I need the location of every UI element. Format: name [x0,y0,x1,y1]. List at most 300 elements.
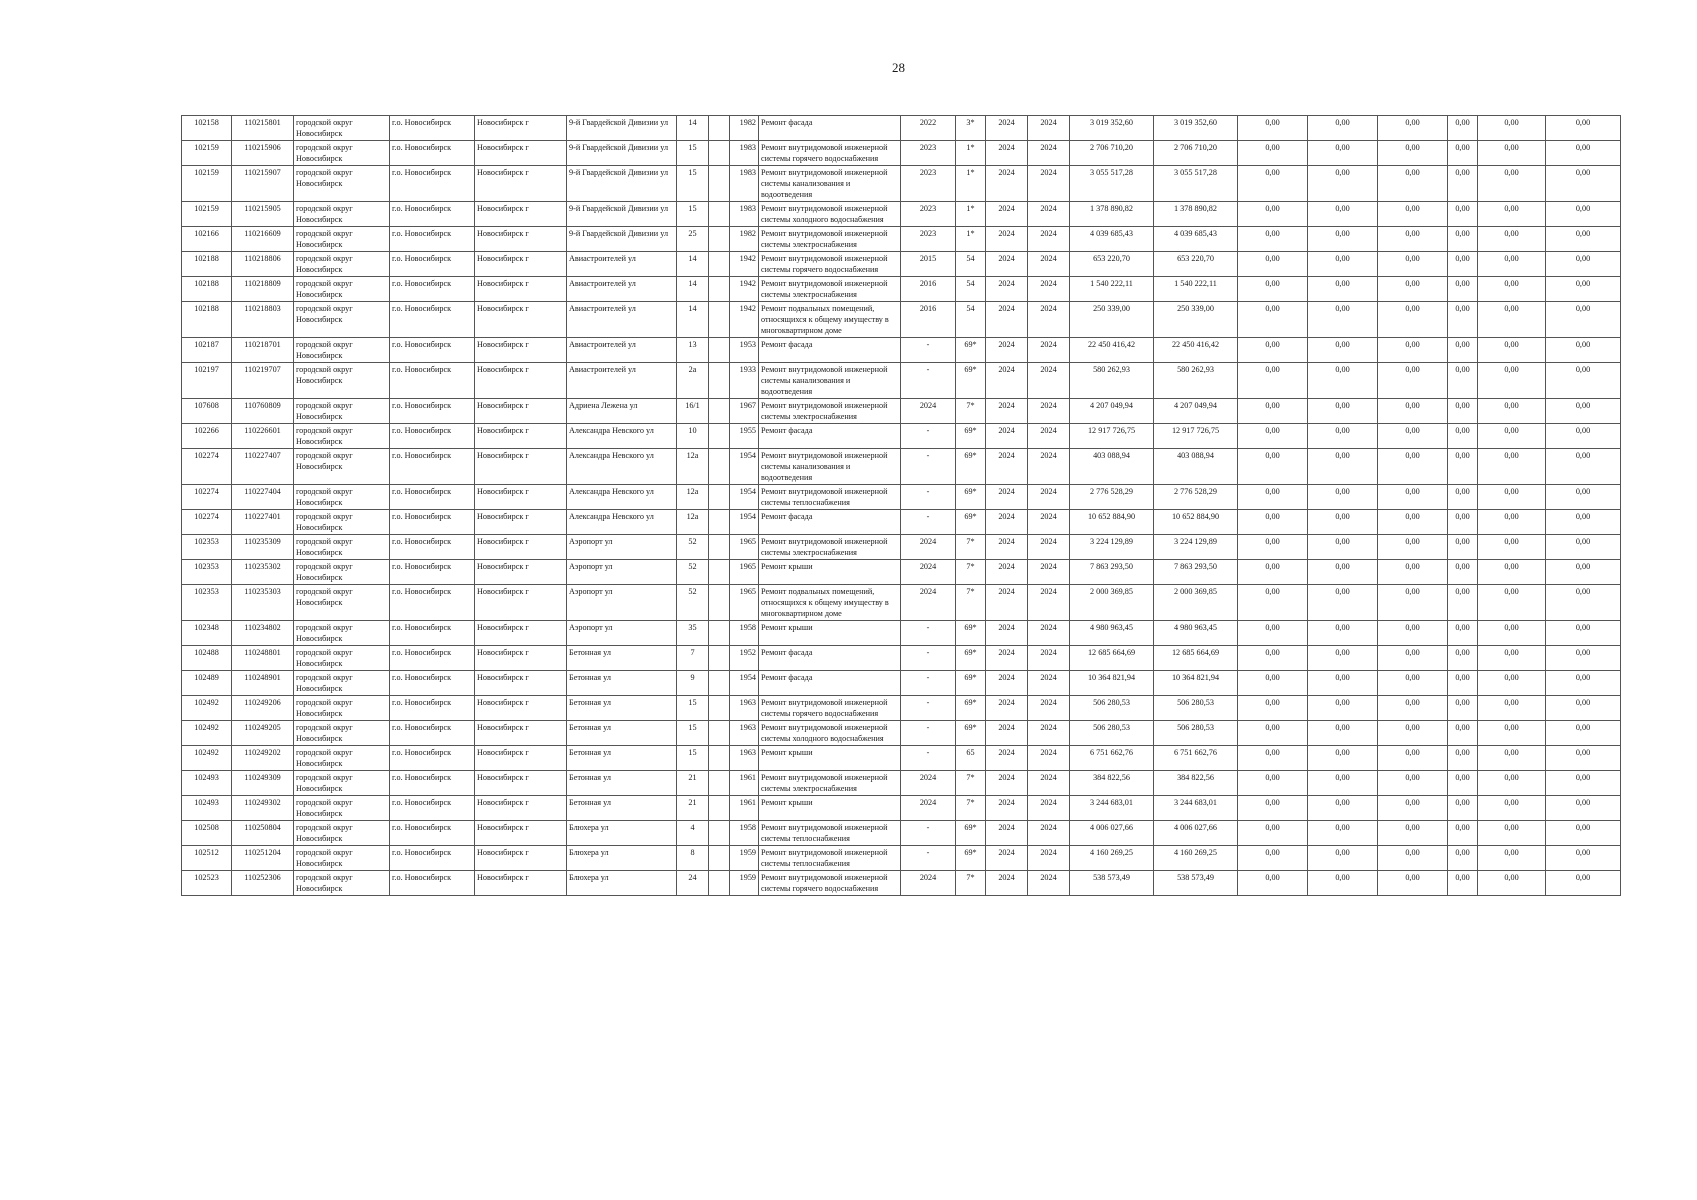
cell-object-id: 102266 [182,424,232,449]
cell-year-end: 2024 [1028,363,1070,399]
cell-work-type: Ремонт фасада [759,671,901,696]
cell-cost-2: 0,00 [1308,277,1378,302]
cell-cost-4: 0,00 [1448,821,1478,846]
cell-work-type: Ремонт фасада [759,338,901,363]
table-row [182,646,1621,671]
cell-cost-6: 0,00 [1546,621,1621,646]
cell-year-start: 2024 [986,696,1028,721]
cell-building [709,424,730,449]
cell-cost-6: 0,00 [1546,202,1621,227]
cell-year-previous: 2022 [901,116,956,141]
cell-locality: Новосибирск г [475,721,567,746]
cell-cost-1: 0,00 [1238,721,1308,746]
cell-criterion: 69* [956,821,986,846]
cell-cost-regional: 2 776 528,29 [1154,485,1238,510]
cell-year-start: 2024 [986,646,1028,671]
cell-work-type: Ремонт внутридомовой инженерной системы электроснабжения [759,535,901,560]
cell-work-type: Ремонт фасада [759,116,901,141]
cell-year-previous: - [901,510,956,535]
cell-year-end: 2024 [1028,796,1070,821]
cell-year-start: 2024 [986,363,1028,399]
cell-total-cost: 7 863 293,50 [1070,560,1154,585]
table-row [182,116,1621,141]
cell-cost-5: 0,00 [1478,721,1546,746]
cell-year-built: 1961 [730,796,759,821]
cell-cost-4: 0,00 [1448,202,1478,227]
table-row [182,399,1621,424]
cell-street: 9-й Гвардейской Дивизии ул [567,141,677,166]
cell-street: Блюхера ул [567,821,677,846]
cell-year-start: 2024 [986,116,1028,141]
cell-year-previous: 2024 [901,585,956,621]
table-row [182,227,1621,252]
cell-municipal-district: городской округ Новосибирск [294,166,390,202]
cell-year-end: 2024 [1028,535,1070,560]
cell-settlement: г.о. Новосибирск [390,302,475,338]
cell-settlement: г.о. Новосибирск [390,771,475,796]
cell-total-cost: 384 822,56 [1070,771,1154,796]
cell-year-built: 1983 [730,141,759,166]
cell-building [709,363,730,399]
cell-cost-3: 0,00 [1378,338,1448,363]
cell-criterion: 69* [956,485,986,510]
cell-cost-regional: 4 160 269,25 [1154,846,1238,871]
cell-municipal-district: городской округ Новосибирск [294,560,390,585]
cell-total-cost: 3 019 352,60 [1070,116,1154,141]
cell-street: Александра Невского ул [567,449,677,485]
cell-locality: Новосибирск г [475,646,567,671]
table-row [182,363,1621,399]
cell-settlement: г.о. Новосибирск [390,166,475,202]
cell-total-cost: 4 980 963,45 [1070,621,1154,646]
cell-work-id: 110215801 [232,116,294,141]
cell-cost-1: 0,00 [1238,252,1308,277]
cell-year-built: 1942 [730,302,759,338]
cell-year-end: 2024 [1028,846,1070,871]
cell-building [709,646,730,671]
cell-year-start: 2024 [986,560,1028,585]
cell-cost-4: 0,00 [1448,796,1478,821]
cell-year-previous: 2016 [901,302,956,338]
cell-year-end: 2024 [1028,399,1070,424]
cell-year-start: 2024 [986,252,1028,277]
table-row [182,560,1621,585]
cell-cost-4: 0,00 [1448,771,1478,796]
cell-year-built: 1963 [730,721,759,746]
cell-cost-4: 0,00 [1448,746,1478,771]
cell-cost-6: 0,00 [1546,535,1621,560]
cell-object-id: 102493 [182,771,232,796]
cell-settlement: г.о. Новосибирск [390,846,475,871]
cell-locality: Новосибирск г [475,424,567,449]
cell-work-type: Ремонт фасада [759,646,901,671]
cell-street: Бетонная ул [567,746,677,771]
cell-locality: Новосибирск г [475,771,567,796]
cell-cost-2: 0,00 [1308,771,1378,796]
cell-municipal-district: городской округ Новосибирск [294,202,390,227]
cell-cost-4: 0,00 [1448,721,1478,746]
cell-object-id: 102353 [182,535,232,560]
cell-building [709,141,730,166]
cell-work-type: Ремонт внутридомовой инженерной системы горячего водоснабжения [759,696,901,721]
cell-municipal-district: городской округ Новосибирск [294,846,390,871]
cell-criterion: 69* [956,646,986,671]
cell-street: Бетонная ул [567,796,677,821]
cell-work-type: Ремонт внутридомовой инженерной системы канализования и водоотведения [759,363,901,399]
cell-cost-4: 0,00 [1448,424,1478,449]
cell-cost-5: 0,00 [1478,871,1546,896]
cell-year-built: 1961 [730,771,759,796]
cell-year-start: 2024 [986,846,1028,871]
cell-total-cost: 2 706 710,20 [1070,141,1154,166]
cell-cost-5: 0,00 [1478,116,1546,141]
cell-cost-3: 0,00 [1378,116,1448,141]
cell-building [709,227,730,252]
cell-building [709,202,730,227]
cell-total-cost: 3 244 683,01 [1070,796,1154,821]
cell-cost-3: 0,00 [1378,141,1448,166]
cell-cost-1: 0,00 [1238,796,1308,821]
cell-cost-2: 0,00 [1308,116,1378,141]
cell-year-previous: - [901,846,956,871]
cell-cost-3: 0,00 [1378,646,1448,671]
cell-cost-4: 0,00 [1448,621,1478,646]
cell-total-cost: 506 280,53 [1070,721,1154,746]
cell-cost-5: 0,00 [1478,202,1546,227]
cell-object-id: 102489 [182,671,232,696]
cell-municipal-district: городской округ Новосибирск [294,646,390,671]
cell-cost-3: 0,00 [1378,399,1448,424]
cell-settlement: г.о. Новосибирск [390,252,475,277]
cell-cost-3: 0,00 [1378,821,1448,846]
table-row [182,338,1621,363]
cell-cost-6: 0,00 [1546,399,1621,424]
cell-year-built: 1959 [730,846,759,871]
cell-object-id: 102492 [182,721,232,746]
cell-year-start: 2024 [986,302,1028,338]
cell-house-number: 14 [677,277,709,302]
cell-work-id: 110216609 [232,227,294,252]
cell-object-id: 102353 [182,585,232,621]
cell-house-number: 10 [677,424,709,449]
cell-cost-5: 0,00 [1478,302,1546,338]
cell-cost-3: 0,00 [1378,721,1448,746]
cell-cost-4: 0,00 [1448,141,1478,166]
cell-total-cost: 250 339,00 [1070,302,1154,338]
cell-work-id: 110249202 [232,746,294,771]
cell-year-end: 2024 [1028,560,1070,585]
page-number: 28 [892,60,905,75]
cell-cost-1: 0,00 [1238,116,1308,141]
cell-municipal-district: городской округ Новосибирск [294,277,390,302]
cell-locality: Новосибирск г [475,621,567,646]
cell-cost-3: 0,00 [1378,671,1448,696]
cell-cost-1: 0,00 [1238,485,1308,510]
cell-cost-3: 0,00 [1378,363,1448,399]
cell-cost-1: 0,00 [1238,399,1308,424]
cell-cost-4: 0,00 [1448,116,1478,141]
cell-locality: Новосибирск г [475,535,567,560]
cell-object-id: 102159 [182,166,232,202]
cell-cost-1: 0,00 [1238,585,1308,621]
cell-year-built: 1965 [730,560,759,585]
cell-cost-4: 0,00 [1448,449,1478,485]
cell-year-end: 2024 [1028,646,1070,671]
cell-building [709,510,730,535]
cell-locality: Новосибирск г [475,141,567,166]
table-row [182,424,1621,449]
cell-year-start: 2024 [986,202,1028,227]
cell-house-number: 16/1 [677,399,709,424]
cell-cost-5: 0,00 [1478,771,1546,796]
cell-cost-5: 0,00 [1478,585,1546,621]
cell-cost-3: 0,00 [1378,277,1448,302]
cell-street: Аэропорт ул [567,585,677,621]
cell-street: 9-й Гвардейской Дивизии ул [567,227,677,252]
cell-cost-3: 0,00 [1378,796,1448,821]
cell-cost-1: 0,00 [1238,621,1308,646]
cell-cost-6: 0,00 [1546,871,1621,896]
table-row [182,821,1621,846]
cell-building [709,399,730,424]
cell-street: Авиастроителей ул [567,363,677,399]
cell-criterion: 1* [956,202,986,227]
cell-settlement: г.о. Новосибирск [390,399,475,424]
cell-year-built: 1954 [730,510,759,535]
cell-criterion: 69* [956,338,986,363]
cell-locality: Новосибирск г [475,671,567,696]
cell-cost-2: 0,00 [1308,535,1378,560]
cell-year-built: 1954 [730,671,759,696]
cell-cost-4: 0,00 [1448,671,1478,696]
cell-cost-5: 0,00 [1478,166,1546,202]
cell-year-previous: - [901,338,956,363]
cell-work-id: 110227407 [232,449,294,485]
cell-cost-regional: 6 751 662,76 [1154,746,1238,771]
cell-year-start: 2024 [986,671,1028,696]
cell-year-start: 2024 [986,821,1028,846]
cell-settlement: г.о. Новосибирск [390,449,475,485]
cell-object-id: 102188 [182,302,232,338]
cell-year-end: 2024 [1028,585,1070,621]
cell-work-type: Ремонт внутридомовой инженерной системы электроснабжения [759,227,901,252]
cell-year-built: 1965 [730,585,759,621]
cell-municipal-district: городской округ Новосибирск [294,671,390,696]
cell-work-id: 110248801 [232,646,294,671]
cell-cost-6: 0,00 [1546,585,1621,621]
cell-building [709,485,730,510]
cell-locality: Новосибирск г [475,302,567,338]
cell-cost-5: 0,00 [1478,621,1546,646]
cell-year-previous: 2024 [901,771,956,796]
table-row [182,202,1621,227]
cell-cost-regional: 10 364 821,94 [1154,671,1238,696]
cell-street: Александра Невского ул [567,424,677,449]
cell-year-built: 1982 [730,227,759,252]
cell-street: Авиастроителей ул [567,252,677,277]
cell-cost-5: 0,00 [1478,671,1546,696]
cell-cost-1: 0,00 [1238,821,1308,846]
cell-street: Александра Невского ул [567,485,677,510]
cell-building [709,302,730,338]
cell-house-number: 8 [677,846,709,871]
cell-year-built: 1963 [730,696,759,721]
cell-street: 9-й Гвардейской Дивизии ул [567,116,677,141]
cell-locality: Новосибирск г [475,746,567,771]
cell-year-end: 2024 [1028,252,1070,277]
cell-cost-5: 0,00 [1478,277,1546,302]
cell-year-previous: 2023 [901,166,956,202]
cell-cost-regional: 506 280,53 [1154,696,1238,721]
cell-year-end: 2024 [1028,166,1070,202]
cell-settlement: г.о. Новосибирск [390,485,475,510]
cell-total-cost: 4 039 685,43 [1070,227,1154,252]
cell-cost-2: 0,00 [1308,846,1378,871]
cell-year-end: 2024 [1028,277,1070,302]
cell-settlement: г.о. Новосибирск [390,141,475,166]
cell-cost-4: 0,00 [1448,585,1478,621]
cell-cost-2: 0,00 [1308,202,1378,227]
cell-cost-2: 0,00 [1308,721,1378,746]
table-row [182,696,1621,721]
cell-year-start: 2024 [986,771,1028,796]
cell-cost-5: 0,00 [1478,746,1546,771]
cell-criterion: 1* [956,166,986,202]
cell-cost-regional: 3 019 352,60 [1154,116,1238,141]
cell-year-start: 2024 [986,277,1028,302]
cell-work-id: 110760809 [232,399,294,424]
cell-object-id: 102188 [182,277,232,302]
cell-municipal-district: городской округ Новосибирск [294,399,390,424]
table-row [182,721,1621,746]
cell-street: Бетонная ул [567,696,677,721]
cell-cost-5: 0,00 [1478,696,1546,721]
cell-settlement: г.о. Новосибирск [390,202,475,227]
cell-cost-2: 0,00 [1308,796,1378,821]
cell-cost-4: 0,00 [1448,871,1478,896]
cell-cost-regional: 10 652 884,90 [1154,510,1238,535]
cell-year-previous: - [901,721,956,746]
cell-cost-1: 0,00 [1238,696,1308,721]
cell-building [709,535,730,560]
cell-object-id: 102348 [182,621,232,646]
cell-year-end: 2024 [1028,449,1070,485]
cell-object-id: 102492 [182,746,232,771]
cell-settlement: г.о. Новосибирск [390,424,475,449]
cell-house-number: 2а [677,363,709,399]
cell-year-previous: 2024 [901,871,956,896]
cell-object-id: 102353 [182,560,232,585]
cell-object-id: 102512 [182,846,232,871]
cell-total-cost: 506 280,53 [1070,696,1154,721]
cell-criterion: 7* [956,771,986,796]
cell-municipal-district: городской округ Новосибирск [294,252,390,277]
cell-year-end: 2024 [1028,116,1070,141]
cell-cost-3: 0,00 [1378,510,1448,535]
cell-house-number: 12а [677,510,709,535]
table-row [182,166,1621,202]
cell-year-previous: - [901,621,956,646]
cell-street: Аэропорт ул [567,560,677,585]
cell-cost-3: 0,00 [1378,449,1448,485]
cell-cost-3: 0,00 [1378,302,1448,338]
table-body [182,116,1621,896]
cell-cost-1: 0,00 [1238,363,1308,399]
cell-cost-1: 0,00 [1238,227,1308,252]
cell-year-end: 2024 [1028,696,1070,721]
cell-year-previous: - [901,424,956,449]
cell-cost-regional: 1 540 222,11 [1154,277,1238,302]
cell-object-id: 102197 [182,363,232,399]
cell-house-number: 21 [677,771,709,796]
cell-cost-3: 0,00 [1378,746,1448,771]
cell-object-id: 102488 [182,646,232,671]
cell-work-id: 110249206 [232,696,294,721]
cell-cost-regional: 12 685 664,69 [1154,646,1238,671]
cell-cost-6: 0,00 [1546,424,1621,449]
cell-cost-regional: 7 863 293,50 [1154,560,1238,585]
cell-work-id: 110226601 [232,424,294,449]
cell-settlement: г.о. Новосибирск [390,646,475,671]
cell-object-id: 107608 [182,399,232,424]
cell-cost-regional: 12 917 726,75 [1154,424,1238,449]
cell-work-type: Ремонт подвальных помещений, относящихся к общему имуществу в многоквартирном доме [759,302,901,338]
cell-cost-3: 0,00 [1378,585,1448,621]
cell-settlement: г.о. Новосибирск [390,510,475,535]
cell-year-previous: 2023 [901,202,956,227]
cell-year-built: 1942 [730,277,759,302]
cell-locality: Новосибирск г [475,338,567,363]
cell-total-cost: 653 220,70 [1070,252,1154,277]
cell-year-previous: 2024 [901,560,956,585]
repair-registry-table [181,115,1621,896]
cell-year-previous: - [901,363,956,399]
cell-object-id: 102274 [182,485,232,510]
cell-municipal-district: городской округ Новосибирск [294,363,390,399]
cell-settlement: г.о. Новосибирск [390,560,475,585]
cell-locality: Новосибирск г [475,796,567,821]
cell-municipal-district: городской округ Новосибирск [294,721,390,746]
cell-year-start: 2024 [986,871,1028,896]
cell-work-type: Ремонт внутридомовой инженерной системы теплоснабжения [759,846,901,871]
table-row [182,535,1621,560]
cell-municipal-district: городской округ Новосибирск [294,621,390,646]
cell-year-previous: - [901,671,956,696]
cell-settlement: г.о. Новосибирск [390,585,475,621]
cell-work-id: 110227404 [232,485,294,510]
cell-street: Авиастроителей ул [567,338,677,363]
cell-building [709,671,730,696]
cell-cost-6: 0,00 [1546,510,1621,535]
cell-total-cost: 3 224 129,89 [1070,535,1154,560]
cell-year-previous: - [901,646,956,671]
cell-cost-2: 0,00 [1308,871,1378,896]
cell-house-number: 12а [677,485,709,510]
table-row [182,621,1621,646]
cell-building [709,696,730,721]
cell-building [709,846,730,871]
cell-work-type: Ремонт крыши [759,796,901,821]
cell-house-number: 25 [677,227,709,252]
cell-locality: Новосибирск г [475,560,567,585]
cell-cost-2: 0,00 [1308,424,1378,449]
cell-cost-1: 0,00 [1238,424,1308,449]
cell-year-previous: 2024 [901,796,956,821]
cell-house-number: 24 [677,871,709,896]
cell-year-built: 1954 [730,449,759,485]
cell-cost-2: 0,00 [1308,821,1378,846]
table-row [182,449,1621,485]
